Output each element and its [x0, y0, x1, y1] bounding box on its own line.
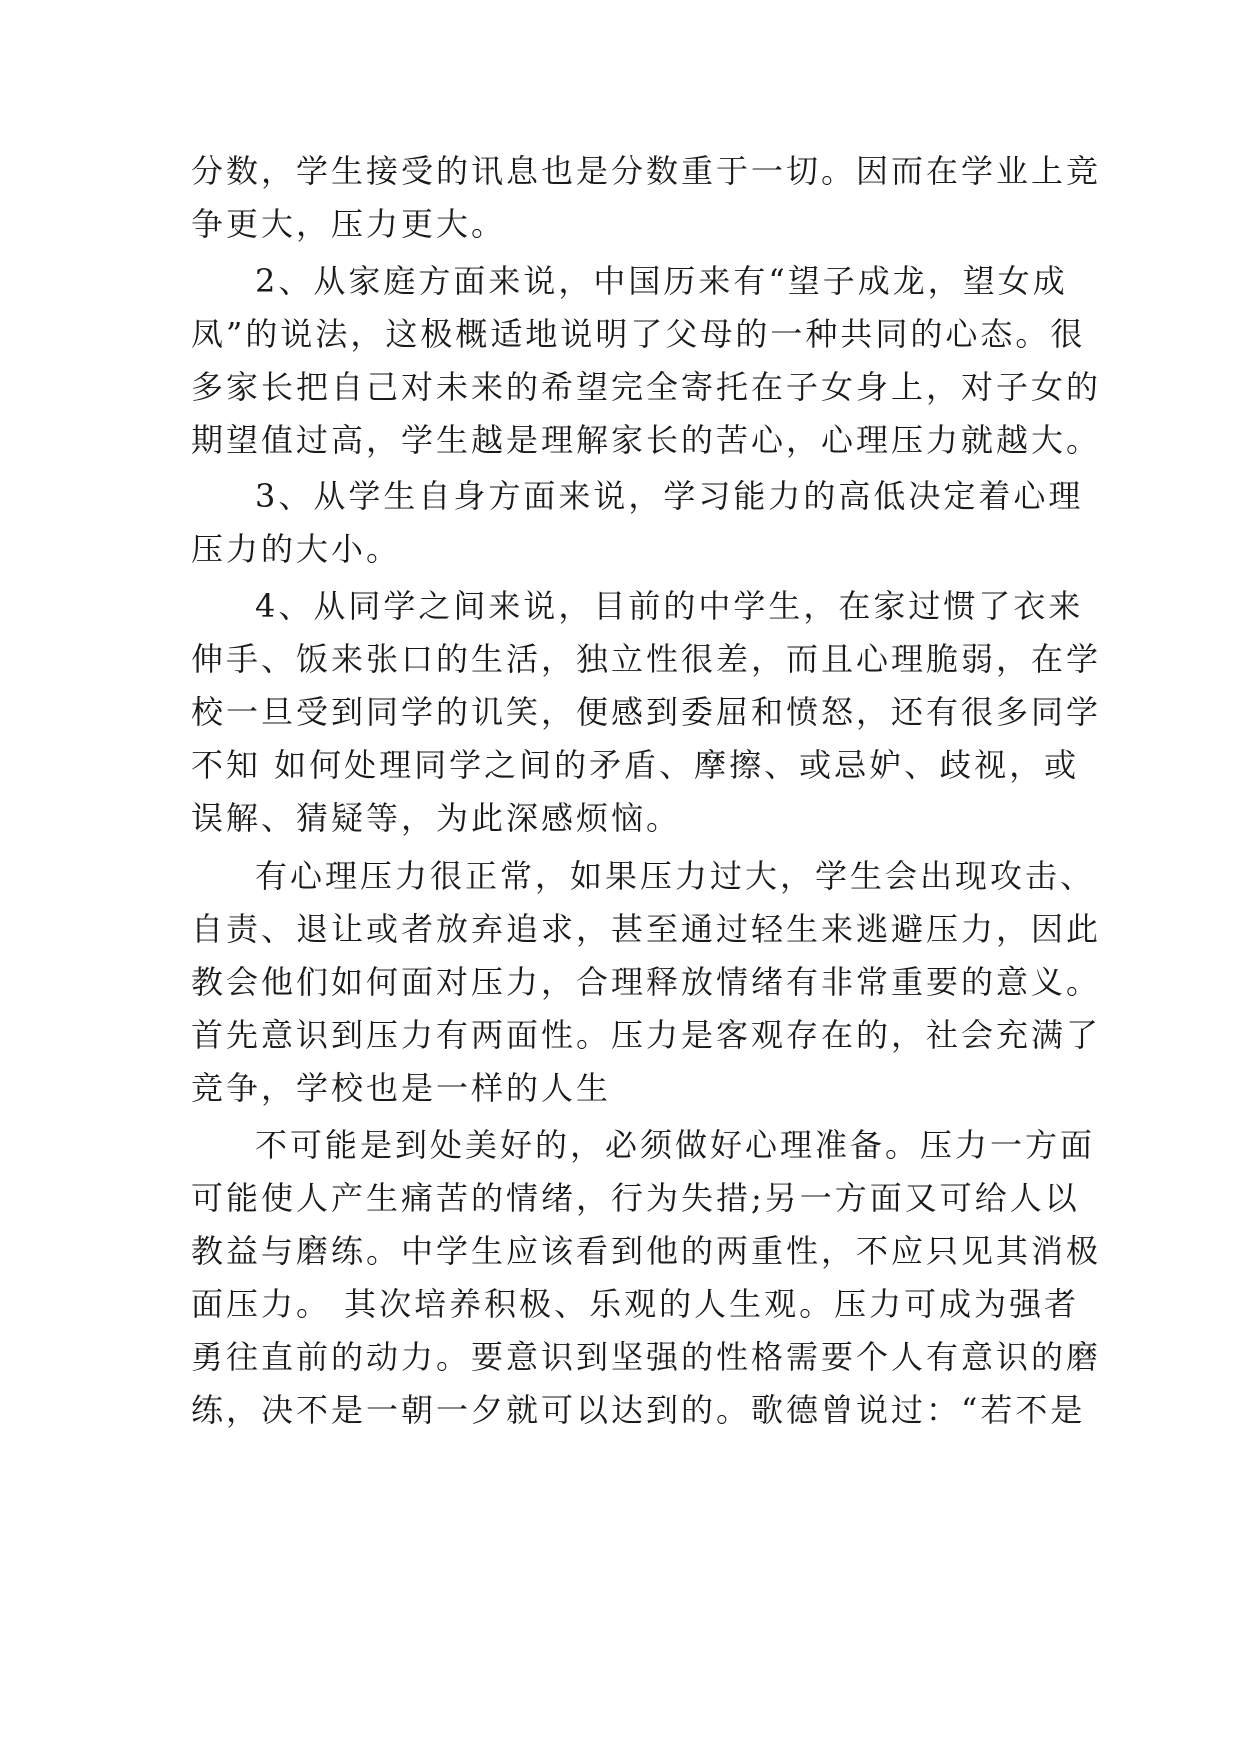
text-line: 竞争，学校也是一样的人生	[191, 1069, 612, 1107]
text-line: 首先意识到压力有两面性。压力是客观存在的，社会充满了	[191, 1016, 1102, 1054]
text-line: 教会他们如何面对压力，合理释放情绪有非常重要的意义。	[191, 963, 1102, 1001]
text-line: 教益与磨练。中学生应该看到他的两重性，不应只见其消极	[191, 1232, 1102, 1270]
text-line: 期望值过高，学生越是理解家长的苦心，心理压力就越大。	[191, 421, 1102, 459]
text-line: 面压力。 其次培养积极、乐观的人生观。压力可成为强者	[191, 1285, 1080, 1323]
paragraph-start-line: 不可能是到处美好的，必须做好心理准备。压力一方面	[255, 1126, 1096, 1164]
text-line: 校一旦受到同学的讥笑，便感到委屈和愤怒，还有很多同学	[191, 693, 1102, 731]
text-line: 不知 如何处理同学之间的矛盾、摩擦、或忌妒、歧视，或	[191, 746, 1080, 784]
text-line: 压力的大小。	[191, 530, 402, 568]
paragraph-start-line: 3、从学生自身方面来说，学习能力的高低决定着心理	[255, 477, 1084, 515]
paragraph-start-line: 4、从同学之间来说，目前的中学生，在家过惯了衣来	[255, 587, 1084, 625]
text-line: 争更大，压力更大。	[191, 205, 507, 243]
paragraph-start-line: 2、从家庭方面来说，中国历来有“望子成龙，望女成	[255, 262, 1068, 300]
text-line: 分数，学生接受的讯息也是分数重于一切。因而在学业上竞	[191, 152, 1102, 190]
text-line: 可能使人产生痛苦的情绪，行为失措;另一方面又可给人以	[191, 1179, 1080, 1217]
text-line: 自责、退让或者放弃追求，甚至通过轻生来逃避压力，因此	[191, 910, 1102, 948]
text-line: 凤”的说法，这极概适地说明了父母的一种共同的心态。很	[191, 315, 1086, 353]
text-line: 伸手、饭来张口的生活，独立性很差，而且心理脆弱，在学	[191, 640, 1102, 678]
paragraph-start-line: 有心理压力很正常，如果压力过大，学生会出现攻击、	[255, 857, 1096, 895]
text-line: 练，决不是一朝一夕就可以达到的。歌德曾说过：“若不是	[191, 1391, 1086, 1429]
text-line: 勇往直前的动力。要意识到坚强的性格需要个人有意识的磨	[191, 1338, 1102, 1376]
text-line: 误解、猜疑等，为此深感烦恼。	[191, 799, 682, 837]
text-line: 多家长把自己对未来的希望完全寄托在子女身上，对子女的	[191, 368, 1102, 406]
